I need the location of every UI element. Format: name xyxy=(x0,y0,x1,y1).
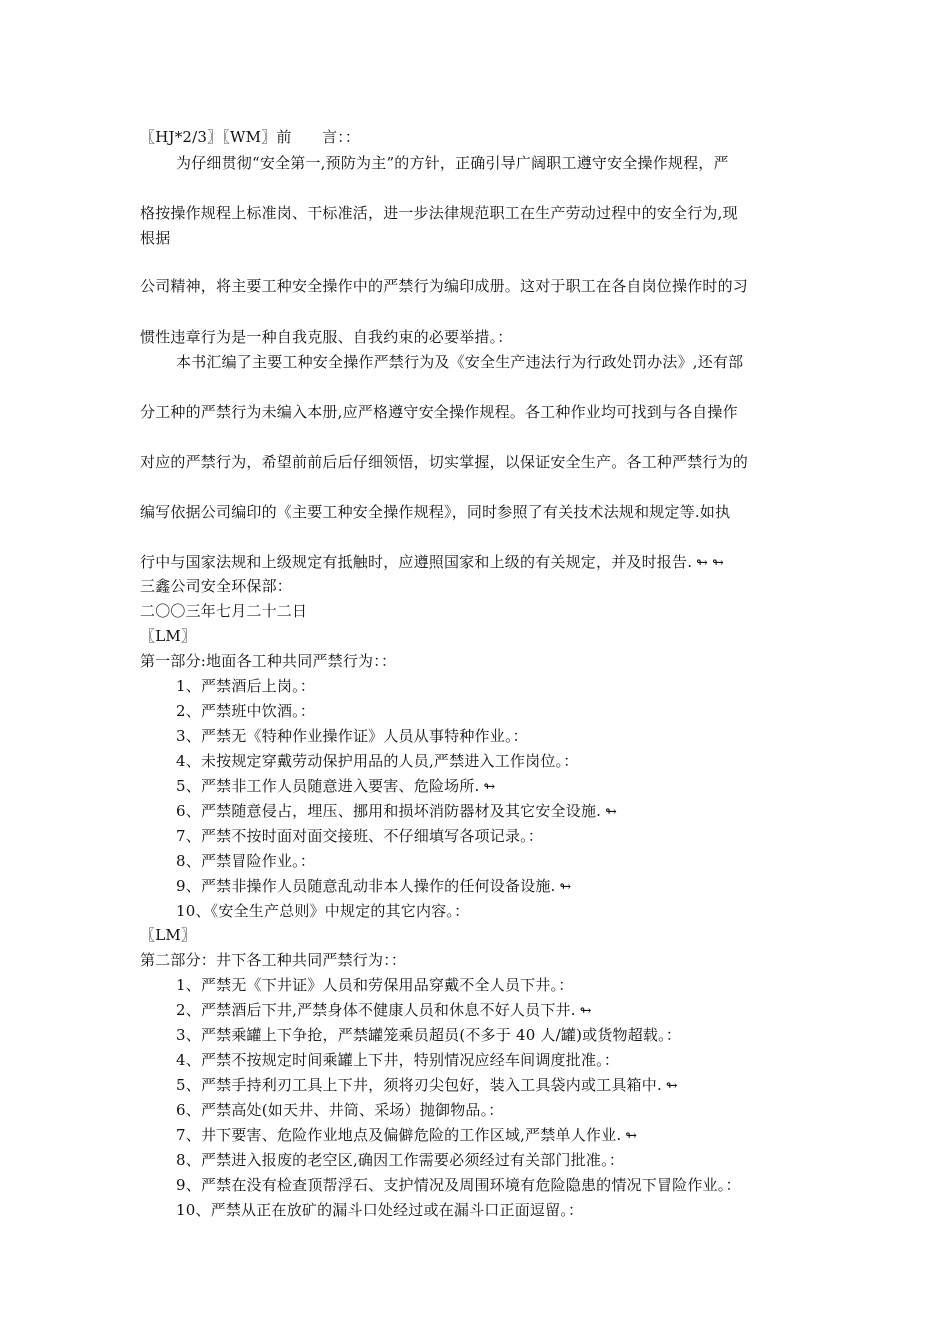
part2-item-10: 10、严禁从正在放矿的漏斗口处经过或在漏斗口正面逗留。： xyxy=(176,1201,584,1219)
part1-item-2: 2、严禁班中饮酒。： xyxy=(176,702,316,720)
preface-p2-line-1: 本书汇编了主要工种安全操作严禁行为及《安全生产违法行为行政处罚办法》,还有部 xyxy=(176,353,744,371)
preface-p2-line-2: 分工种的严禁行为未编入本册,应严格遵守安全操作规程。各工种作业均可找到与各自操作 xyxy=(140,403,738,421)
part1-item-5 xyxy=(176,776,495,797)
part2-item-9: 9、严禁在没有检查顶帮浮石、支护情况及周围环境有危险隐患的情况下冒险作业。： xyxy=(176,1176,741,1194)
lm-marker-1: 〖LM〗 xyxy=(140,627,197,645)
part2-item-2 xyxy=(176,1000,592,1021)
part2-item-5-text: 5、严禁手持利刃工具上下井，须将刃尖包好，装入工具袋内或工具箱中. xyxy=(176,1076,662,1094)
part1-title: 第一部分:地面各工种共同严禁行为：： xyxy=(140,652,397,670)
end-mark-icon: ↬ xyxy=(483,779,496,795)
lm-marker-2: 〖LM〗 xyxy=(140,926,197,944)
part1-item-9-text: 9、严禁非操作人员随意乱动非本人操作的任何设备设施. xyxy=(176,877,556,895)
part1-item-7: 7、严禁不按时面对面交接班、不仔细填写各项记录。： xyxy=(176,827,544,845)
part2-item-4: 4、严禁不按规定时间乘罐上下井，特别情况应经车间调度批准。： xyxy=(176,1051,620,1069)
part1-item-10: 10、《安全生产总则》中规定的其它内容。： xyxy=(176,902,470,920)
header-line: 〖HJ*2/3〗〖WM〗前 言：： xyxy=(140,128,361,146)
preface-p1-line-5: 惯性违章行为是一种自我克服、自我约束的必要举措。： xyxy=(140,328,513,346)
part2-item-7 xyxy=(176,1125,637,1146)
part2-item-2-text: 2、严禁酒后下井,严禁身体不健康人员和休息不好人员下井. xyxy=(176,1001,576,1019)
part1-item-4: 4、未按规定穿戴劳动保护用品的人员,严禁进入工作岗位。： xyxy=(176,752,579,770)
part2-item-5 xyxy=(176,1075,678,1096)
end-mark-icon: ↬ xyxy=(712,555,725,571)
part1-item-6-text: 6、严禁随意侵占，埋压、挪用和损坏消防器材及其它安全设施. xyxy=(176,802,602,820)
preface-p2-line-3: 对应的严禁行为，希望前前后后仔细领悟，切实掌握，以保证安全生产。各工种严禁行为的 xyxy=(140,453,749,471)
part1-item-6 xyxy=(176,801,617,822)
end-mark-icon: ↬ xyxy=(696,555,709,571)
part2-item-1: 1、严禁无《下井证》人员和劳保用品穿戴不全人员下井。： xyxy=(176,976,574,994)
end-mark-icon: ↬ xyxy=(605,804,618,820)
signature-department: 三鑫公司安全环保部： xyxy=(140,577,293,595)
preface-p2-line-5 xyxy=(140,552,724,573)
part1-item-9 xyxy=(176,876,571,897)
preface-p1-line-4: 公司精神，将主要工种安全操作中的严禁行为编印成册。这对于职工在各自岗位操作时的习 xyxy=(140,277,749,295)
part1-item-1: 1、严禁酒后上岗。： xyxy=(176,677,316,695)
end-mark-icon: ↬ xyxy=(559,879,572,895)
preface-p2-line-4: 编写依据公司编印的《主要工种安全操作规程》，同时参照了有关技术法规和规定等.如执 xyxy=(140,503,731,521)
end-mark-icon: ↬ xyxy=(625,1128,638,1144)
part1-item-8: 8、严禁冒险作业。： xyxy=(176,852,316,870)
preface-p2-line-5-text: 行中与国家法规和上级规定有抵触时，应遵照国家和上级的有关规定，并及时报告. xyxy=(140,553,693,571)
end-mark-icon: ↬ xyxy=(579,1003,592,1019)
end-mark-icon: ↬ xyxy=(665,1078,678,1094)
preface-p1-line-2: 格按操作规程上标准岗、干标准活，进一步法律规范职工在生产劳动过程中的安全行为,现 xyxy=(140,204,738,222)
preface-p1-line-3: 根据 xyxy=(140,229,171,247)
part2-item-3: 3、严禁乘罐上下争抢，严禁罐笼乘员超员(不多于 40 人/罐)或货物超载。： xyxy=(176,1026,682,1044)
part1-item-3: 3、严禁无《特种作业操作证》人员从事特种作业。： xyxy=(176,727,528,745)
part2-item-6: 6、严禁高处(如天井、井筒、采场）抛御物品。： xyxy=(176,1101,504,1119)
part2-item-8: 8、严禁进入报废的老空区,确因工作需要必须经过有关部门批准。： xyxy=(176,1151,625,1169)
part2-title: 第二部分：井下各工种共同严禁行为：： xyxy=(140,951,407,969)
signature-date: 二〇〇三年七月二十二日 xyxy=(140,602,308,620)
part1-item-5-text: 5、严禁非工作人员随意进入要害、危险场所. xyxy=(176,777,480,795)
preface-p1-line-1: 为仔细贯彻“安全第一,预防为主”的方针，正确引导广阔职工遵守安全操作规程，严 xyxy=(176,154,729,172)
part2-item-7-text: 7、井下要害、危险作业地点及偏僻危险的工作区域,严禁单人作业. xyxy=(176,1126,622,1144)
